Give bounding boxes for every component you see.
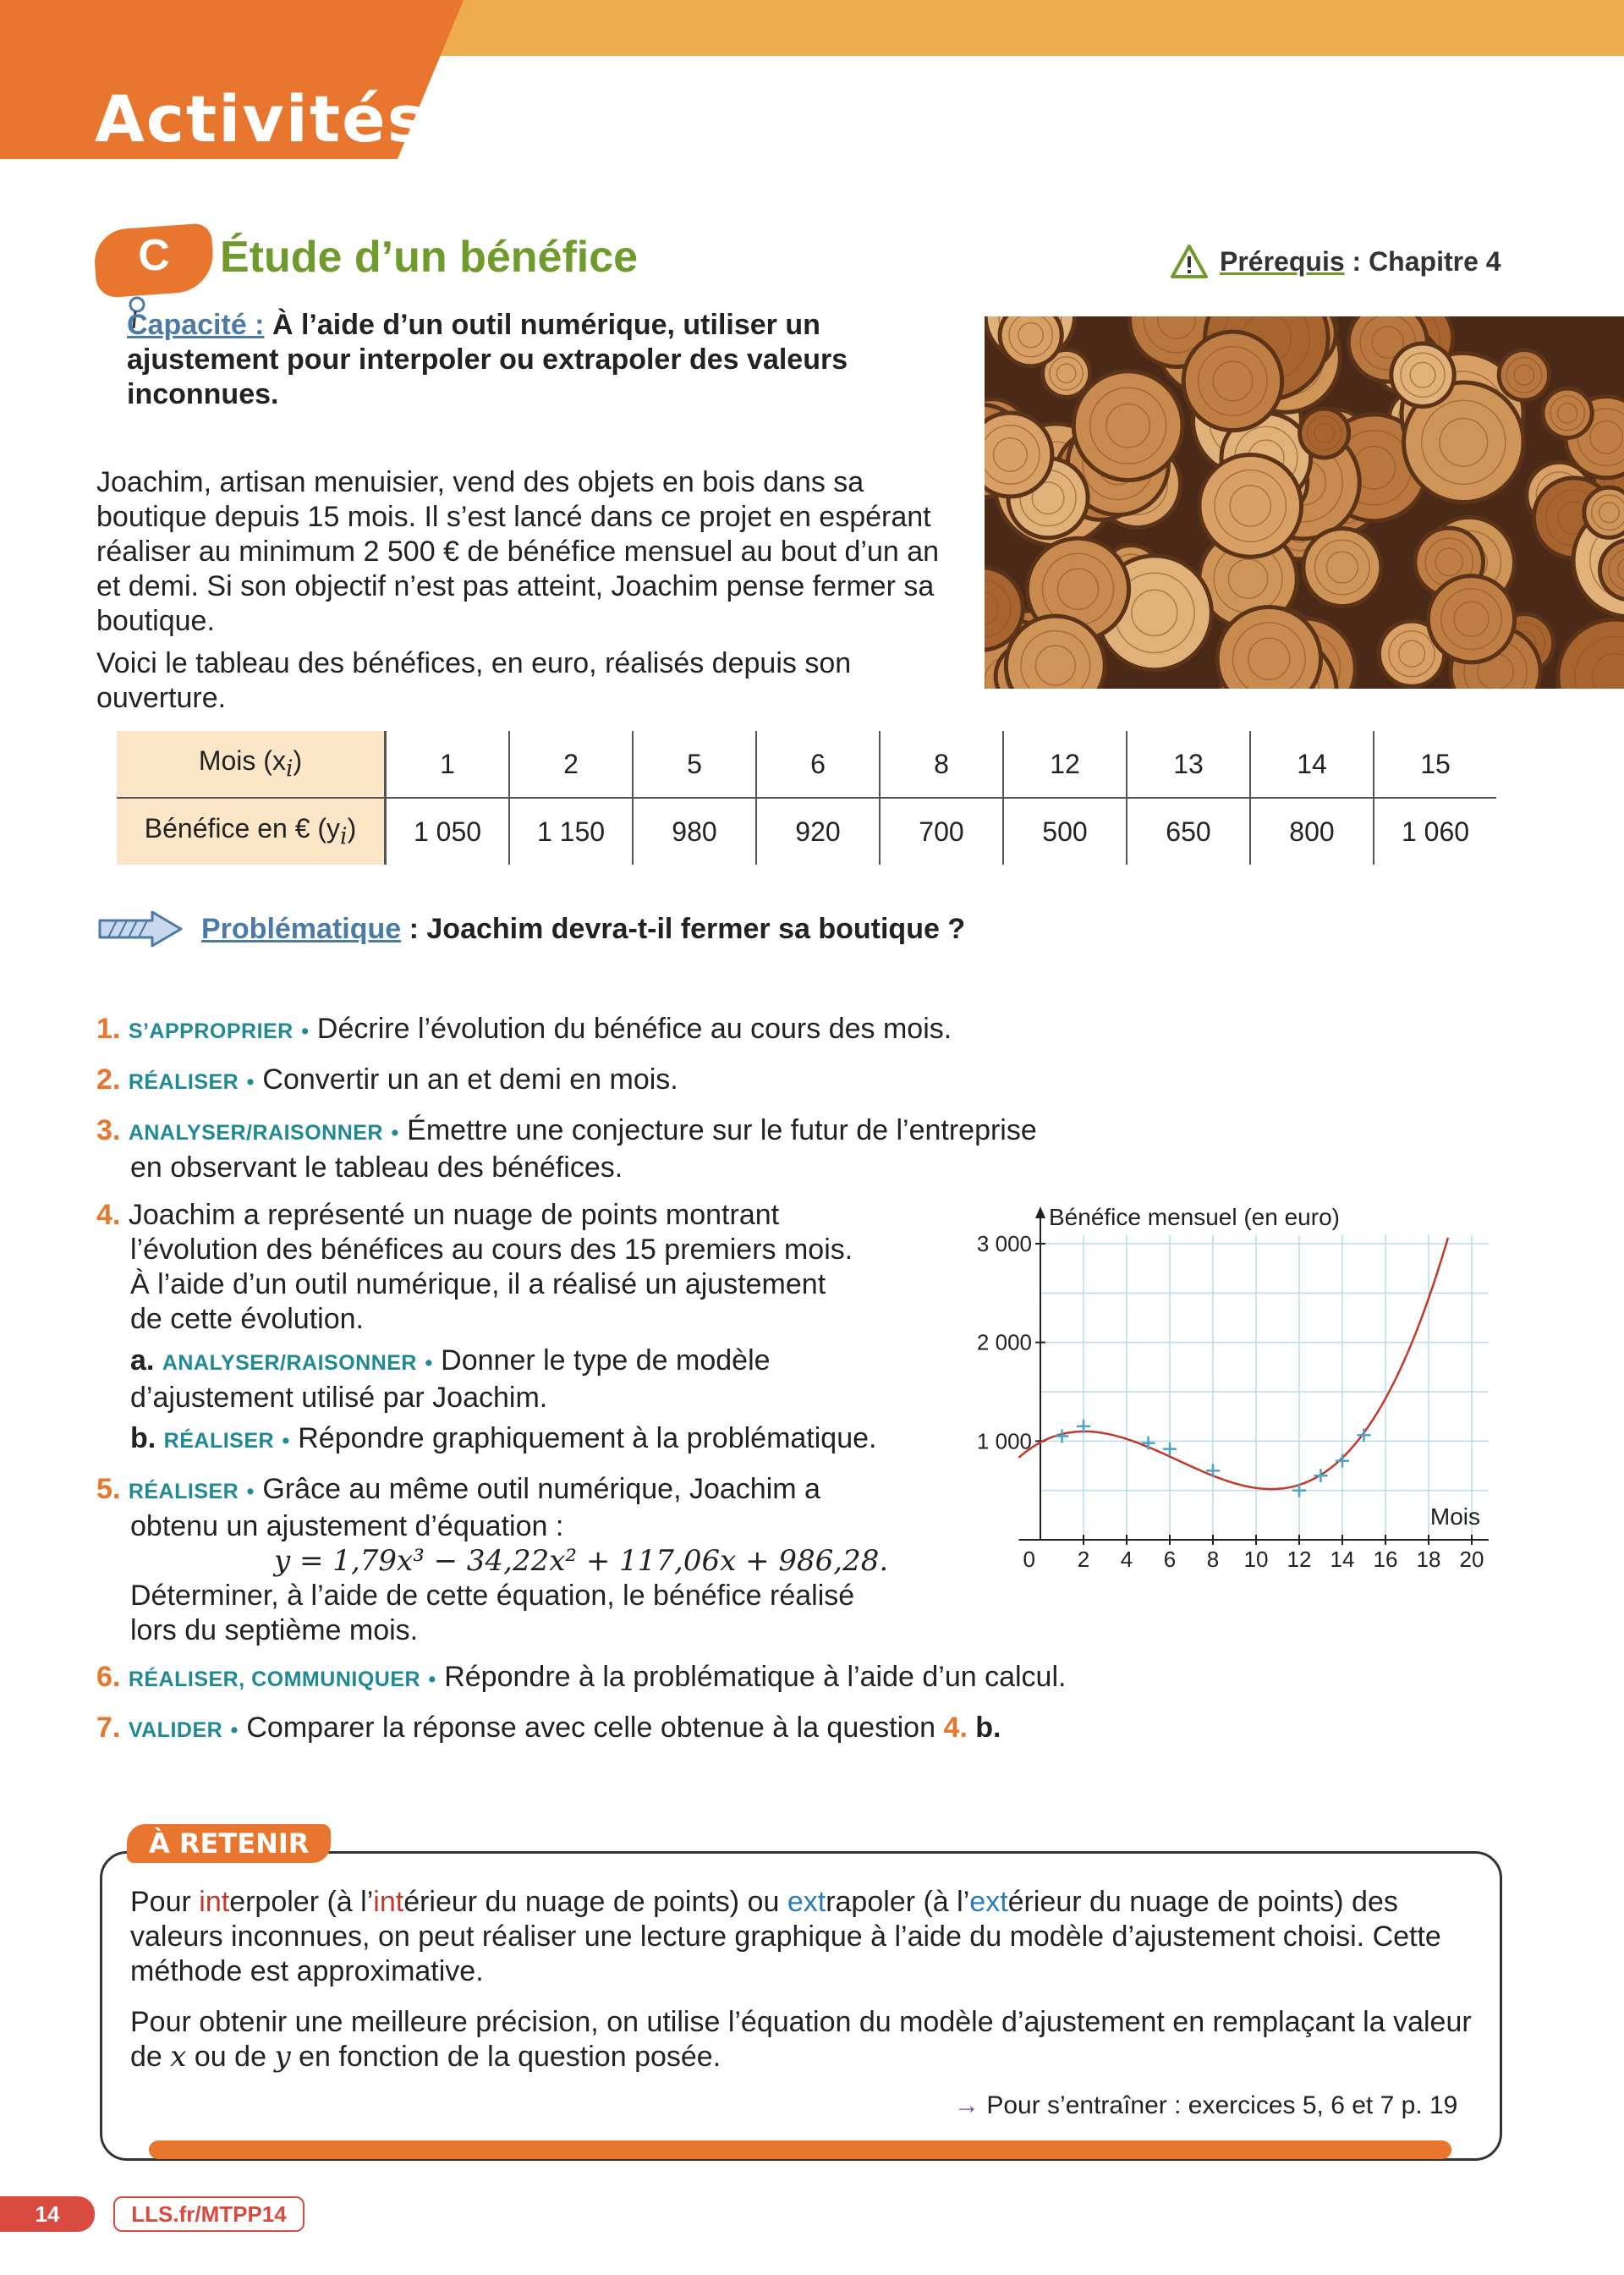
arrow-icon bbox=[96, 909, 184, 949]
question-4: 4. Joachim a représenté un nuage de points montrant l’évolution des bénéfices au cours des 15 premiers mois. À l’aide d’un outil numérique, il a réalisé un ajustement de cette évolution. bbox=[96, 1199, 853, 1335]
retenir-underline bbox=[149, 2140, 1451, 2159]
table-header-months: Mois $(x_i)$ bbox=[117, 731, 386, 798]
table-cell: 1 bbox=[386, 731, 510, 798]
footer-link[interactable]: LLS.fr/MTPP14 bbox=[113, 2196, 304, 2232]
table-cell: 700 bbox=[880, 798, 1003, 865]
retenir-paragraph-2: Pour obtenir une meilleure précision, on utilise l’équation du modèle d’ajustement en remplaçant la valeur de x ou de y en fonction de la question posée. bbox=[130, 2006, 1472, 2074]
wood-logs-photo bbox=[985, 316, 1624, 689]
data-point bbox=[1336, 1454, 1349, 1468]
table-header-benefits: Bénéfice en € $(y_i)$ bbox=[117, 798, 386, 865]
data-point bbox=[1142, 1437, 1155, 1450]
prerequisite bbox=[1171, 244, 1501, 279]
question-3: 3. ANALYSER/RAISONNER • Émettre une conjecture sur le futur de l’entreprise en observant le tableau des bénéfices. bbox=[96, 1114, 1037, 1184]
capacity-statement bbox=[127, 308, 888, 412]
x-tick-label: 4 bbox=[1120, 1547, 1133, 1572]
x-tick-label: 2 bbox=[1077, 1547, 1090, 1572]
capacity-label: Capacité : bbox=[127, 309, 265, 341]
exercise-link[interactable]: → Pour s’entraîner : exercices 5, 6 et 7 p. 19 bbox=[954, 2091, 1458, 2119]
problematique bbox=[96, 909, 965, 949]
table-cell: 500 bbox=[1003, 798, 1127, 865]
table-cell: 13 bbox=[1127, 731, 1250, 798]
table-cell: 1 050 bbox=[386, 798, 510, 865]
intro-paragraph-1: Joachim, artisan menuisier, vend des objets en bois dans sa boutique depuis 15 mois. Il s’est lancé dans ce projet en espérant réaliser au minimum 2 500 € de bénéfice mensuel au bout d’un an et demi. Si son objectif n’est pas atteint, Joachim pense fermer sa boutique. bbox=[96, 466, 940, 637]
table-cell: 1 150 bbox=[509, 798, 633, 865]
table-cell: 980 bbox=[633, 798, 756, 865]
warning-icon bbox=[1171, 244, 1208, 279]
question-5: 5. RÉALISER • Grâce au même outil numérique, Joachim a obtenu un ajustement d’équation : y = 1,79x³ − 34,22x² + 117,06x + 986,28. Déterminer, à l’aide de cette équation, le bénéfice réalisé lors du septième mois. bbox=[96, 1473, 889, 1646]
chart-axes bbox=[1019, 1206, 1490, 1545]
question-6: 6. RÉALISER, COMMUNIQUER • Répondre à la problématique à l’aide d’un calcul. bbox=[96, 1661, 1067, 1693]
y-tick-label: 2 000 bbox=[976, 1329, 1032, 1355]
question-4a: a. ANALYSER/RAISONNER • Donner le type de modèle d’ajustement utilisé par Joachim. bbox=[130, 1344, 771, 1414]
table-cell: 14 bbox=[1250, 731, 1374, 798]
x-tick-label: 16 bbox=[1373, 1547, 1398, 1572]
y-axis-arrow bbox=[1035, 1206, 1045, 1218]
table-cell: 800 bbox=[1250, 798, 1374, 865]
y-tick-label: 1 000 bbox=[976, 1428, 1032, 1454]
arrow-right-icon: → bbox=[954, 2091, 979, 2119]
y-tick-label: 3 000 bbox=[976, 1231, 1032, 1256]
intro-paragraph-2: Voici le tableau des bénéfices, en euro, réalisés depuis son ouverture. bbox=[96, 647, 852, 714]
benefit-chart bbox=[973, 1201, 1514, 1574]
problematique-text: : Joachim devra-t-il fermer sa boutique ? bbox=[401, 912, 966, 945]
question-7: 7. VALIDER • Comparer la réponse avec celle obtenue à la question 4. b. bbox=[96, 1712, 1001, 1744]
benefit-table bbox=[117, 731, 1496, 865]
table-cell: 1 060 bbox=[1401, 816, 1470, 847]
x-tick-label: 14 bbox=[1330, 1547, 1355, 1572]
table-cell: 6 bbox=[756, 731, 880, 798]
problematique-label: Problématique bbox=[201, 912, 402, 945]
prereq-label: Prérequis bbox=[1220, 245, 1345, 277]
page-title: Activités bbox=[95, 81, 427, 157]
capacity-text: À l’aide d’un outil numérique, utiliser un ajustement pour interpoler ou extrapoler des valeurs inconnues. bbox=[127, 309, 848, 410]
table-cell: 15 bbox=[1374, 731, 1496, 798]
chart-labels bbox=[977, 1204, 1484, 1572]
retenir-paragraph-1: Pour interpoler (à l’intérieur du nuage de points) ou extrapoler (à l’extérieur du nuage de points) des valeurs inconnues, on peut réaliser une lecture graphique à l’aide du modèle d’ajustement choisi. Cette méthode est approximative. bbox=[130, 1886, 1441, 1987]
question-4b: b. RÉALISER • Répondre graphiquement à la problématique. bbox=[130, 1422, 877, 1454]
prereq-value: : Chapitre 4 bbox=[1344, 245, 1501, 277]
x-tick-label: 12 bbox=[1287, 1547, 1312, 1572]
page-number: 14 bbox=[0, 2196, 95, 2232]
x-tick-label: 0 bbox=[1023, 1547, 1035, 1572]
question-2: 2. RÉALISER • Convertir un an et demi en mois. bbox=[96, 1063, 678, 1096]
table-cell: 8 bbox=[880, 731, 1003, 798]
table-cell: 2 bbox=[509, 731, 633, 798]
fit-equation: y = 1,79x³ − 34,22x² + 117,06x + 986,28. bbox=[274, 1544, 889, 1578]
table-cell: 650 bbox=[1127, 798, 1250, 865]
section-title: Étude d’un bénéfice bbox=[220, 233, 639, 282]
table-cell: 920 bbox=[756, 798, 880, 865]
x-tick-label: 20 bbox=[1459, 1547, 1484, 1572]
y-axis-label: Bénéfice mensuel (en euro) bbox=[1049, 1204, 1340, 1230]
x-tick-label: 10 bbox=[1243, 1547, 1269, 1572]
table-cell: 5 bbox=[633, 731, 756, 798]
x-tick-label: 18 bbox=[1416, 1547, 1441, 1572]
data-point bbox=[1206, 1464, 1220, 1477]
table-cell: 12 bbox=[1003, 731, 1127, 798]
question-1: 1. S’APPROPRIER • Décrire l’évolution du bénéfice au cours des mois. bbox=[96, 1013, 952, 1045]
x-tick-label: 8 bbox=[1206, 1547, 1220, 1572]
table-row-months bbox=[117, 731, 1496, 798]
x-axis-label: Mois bbox=[1429, 1503, 1480, 1530]
x-tick-label: 6 bbox=[1163, 1547, 1177, 1572]
retenir-title: À RETENIR bbox=[127, 1824, 331, 1863]
chart-grid bbox=[1040, 1235, 1489, 1540]
table-row-benefits bbox=[117, 798, 1496, 865]
section-letter: C bbox=[138, 231, 170, 280]
